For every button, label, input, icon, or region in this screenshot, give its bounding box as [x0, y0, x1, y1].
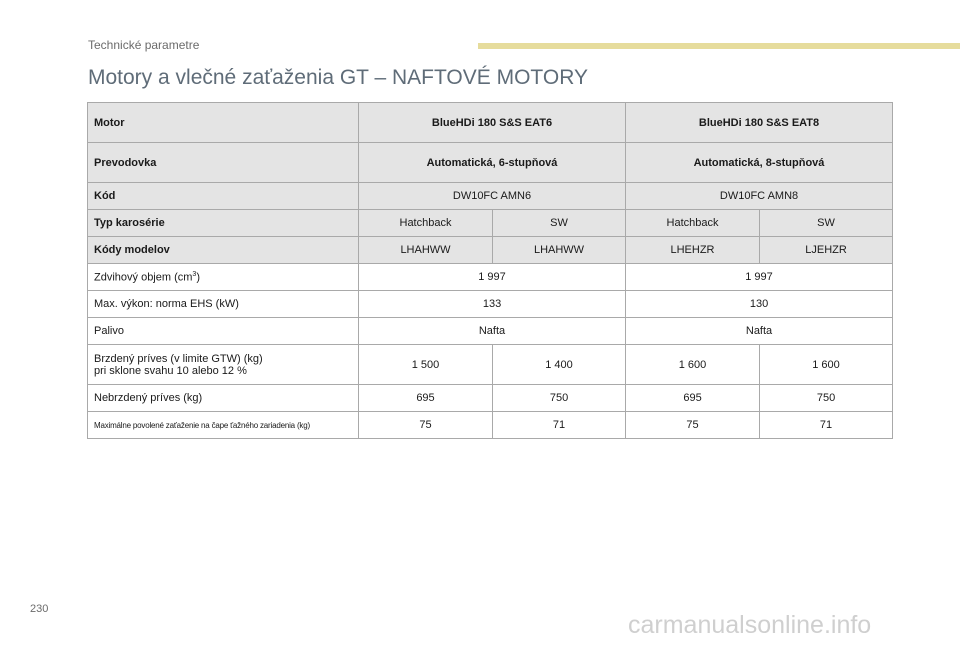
power-label: Max. výkon: norma EHS (kW): [88, 291, 359, 318]
braked-trailer-cell: 1 600: [626, 345, 760, 385]
model-code-cell: LHEHZR: [626, 237, 760, 264]
fuel-eat8: Nafta: [626, 318, 893, 345]
displacement-eat6: 1 997: [359, 264, 626, 291]
braked-trailer-cell: 1 500: [359, 345, 493, 385]
displacement-label: Zdvihový objem $(cm^3)$: [88, 264, 359, 291]
body-type-cell: Hatchback: [626, 210, 760, 237]
braked-trailer-label: Brzdený príves (v limite GTW) (kg) pri sklone svahu 10 alebo 12 %: [88, 345, 359, 385]
motor-label: Motor: [88, 103, 359, 143]
displacement-eat8: 1 997: [626, 264, 893, 291]
unbraked-trailer-cell: 750: [493, 385, 626, 412]
row-power: [88, 291, 893, 318]
towbar-load-cell: 71: [493, 412, 626, 439]
model-code-cell: LHAHWW: [493, 237, 626, 264]
body-type-cell: Hatchback: [359, 210, 493, 237]
code-eat6: DW10FC AMN6: [359, 183, 626, 210]
page-number: 230: [30, 603, 49, 615]
braked-trailer-cell: 1 400: [493, 345, 626, 385]
engine-spec-table: [87, 102, 893, 439]
row-motor: [88, 103, 893, 143]
gearbox-eat6: Automatická, 6-stupňová: [359, 143, 626, 183]
towbar-load-cell: 75: [359, 412, 493, 439]
unbraked-trailer-label: Nebrzdený príves (kg): [88, 385, 359, 412]
braked-trailer-cell: 1 600: [760, 345, 893, 385]
section-label: Technické parametre: [88, 38, 200, 52]
motor-eat6: BlueHDi 180 S&S EAT6: [359, 103, 626, 143]
power-eat6: 133: [359, 291, 626, 318]
row-unbraked-trailer: [88, 385, 893, 412]
row-fuel: [88, 318, 893, 345]
unbraked-trailer-cell: 695: [359, 385, 493, 412]
code-eat8: DW10FC AMN8: [626, 183, 893, 210]
unbraked-trailer-cell: 695: [626, 385, 760, 412]
row-body-type: [88, 210, 893, 237]
model-codes-label: Kódy modelov: [88, 237, 359, 264]
code-label: Kód: [88, 183, 359, 210]
body-type-label: Typ karosérie: [88, 210, 359, 237]
unbraked-trailer-cell: 750: [760, 385, 893, 412]
model-code-cell: LJEHZR: [760, 237, 893, 264]
power-eat8: 130: [626, 291, 893, 318]
towbar-load-cell: 71: [760, 412, 893, 439]
fuel-label: Palivo: [88, 318, 359, 345]
row-model-codes: [88, 237, 893, 264]
towbar-load-label: Maximálne povolené zaťaženie na čape ťažného zariadenia (kg): [88, 412, 359, 439]
body-type-cell: SW: [493, 210, 626, 237]
page-title: Motory a vlečné zaťaženia GT – NAFTOVÉ MOTORY: [88, 66, 589, 89]
watermark: carmanualsonline.info: [628, 611, 872, 639]
row-towbar-load: [88, 412, 893, 439]
header-accent-bar: [478, 43, 960, 49]
motor-eat8: BlueHDi 180 S&S EAT8: [626, 103, 893, 143]
row-code: [88, 183, 893, 210]
fuel-eat6: Nafta: [359, 318, 626, 345]
towbar-load-cell: 75: [626, 412, 760, 439]
row-gearbox: [88, 143, 893, 183]
gearbox-label: Prevodovka: [88, 143, 359, 183]
body-type-cell: SW: [760, 210, 893, 237]
row-displacement: [88, 264, 893, 291]
model-code-cell: LHAHWW: [359, 237, 493, 264]
row-braked-trailer: [88, 345, 893, 385]
gearbox-eat8: Automatická, 8-stupňová: [626, 143, 893, 183]
